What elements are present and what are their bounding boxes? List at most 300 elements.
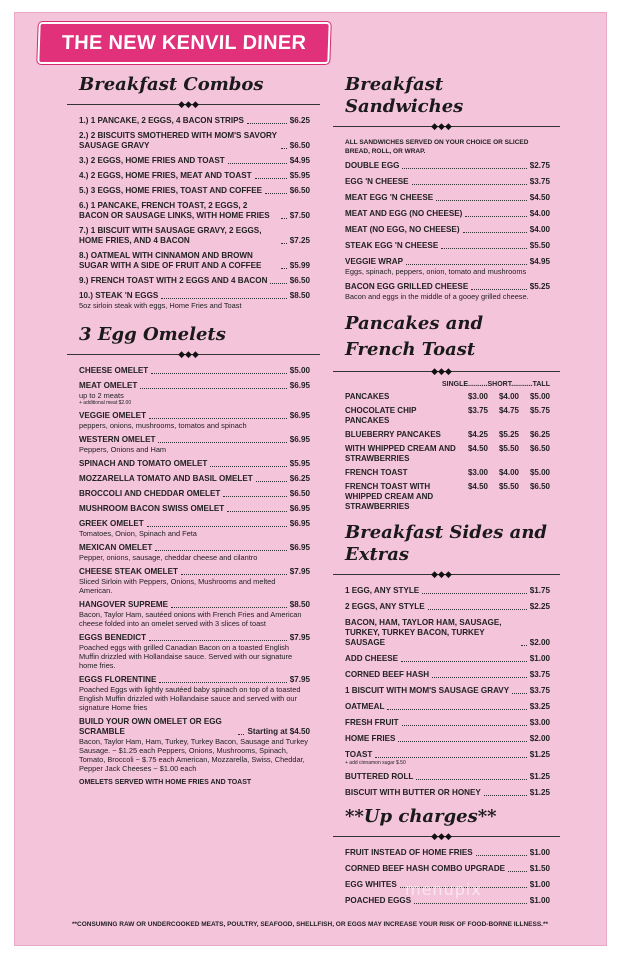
menu-item-line: [79, 171, 310, 181]
dot-leader: [161, 298, 286, 299]
menu-item-name: MEAT EGG 'N CHEESE: [345, 193, 434, 202]
pancakes-list: [345, 392, 550, 512]
divider-ornament: ◆◆◆: [431, 569, 452, 579]
menu-item-price: $7.95: [289, 675, 310, 684]
menu-item-line: [79, 251, 310, 271]
menu-item-price: $6.50: [289, 276, 310, 285]
menu-item-name: SPINACH AND TOMATO OMELET: [79, 459, 208, 468]
menu-item: [79, 186, 310, 196]
menu-item-price: $7.50: [289, 211, 310, 220]
menu-item-price: $5.95: [289, 171, 310, 180]
price-tall: $5.75: [529, 406, 550, 415]
menu-item-price: $5.00: [289, 366, 310, 375]
menu-item-name: BUTTERED ROLL: [345, 772, 414, 781]
breakfast-combos-title: Breakfast Combos: [79, 74, 264, 95]
price-single: $3.00: [467, 468, 488, 477]
menu-item-price: $1.75: [529, 586, 550, 595]
menu-item-price: Starting at $4.50: [247, 727, 310, 736]
sandwiches-list: [345, 161, 550, 301]
menu-item-price: $6.95: [289, 519, 310, 528]
menu-item-price: $5.99: [289, 261, 310, 270]
menu-item-name: WESTERN OMELET: [79, 435, 156, 444]
watermark: menupix: [405, 880, 482, 899]
menu-item-price: $3.00: [529, 718, 550, 727]
menu-item-name: 4.) 2 EGGS, HOME FRIES, MEAT AND TOAST: [79, 171, 252, 180]
menu-item-name: MEAT OMELET: [79, 381, 138, 390]
dot-leader: [227, 511, 286, 512]
menu-item: [79, 291, 310, 310]
section-divider: [333, 365, 550, 377]
menu-item: [345, 772, 550, 782]
menu-item-price: $6.95: [289, 543, 310, 552]
omelets-title: 3 Egg Omelets: [79, 324, 226, 345]
menu-item: [345, 282, 550, 301]
pancake-row: [345, 406, 550, 426]
menu-item-price: $2.25: [529, 602, 550, 611]
menu-item-name: VEGGIE WRAP: [345, 257, 404, 266]
menu-item-name: 10.) STEAK 'N EGGS: [79, 291, 159, 300]
dot-leader: [402, 168, 526, 169]
dot-leader: [476, 855, 527, 856]
menu-item-line: [345, 734, 550, 744]
menu-item: [345, 225, 550, 235]
menu-item-name: MEAT AND EGG (NO CHEESE): [345, 209, 463, 218]
dot-leader: [270, 283, 286, 284]
dot-leader: [238, 734, 244, 735]
menu-item-line: [345, 586, 550, 596]
dot-leader: [281, 218, 287, 219]
menu-item: [345, 193, 550, 203]
menu-item-price: $3.25: [529, 702, 550, 711]
price-short: $5.25: [498, 430, 519, 439]
dot-leader: [521, 645, 527, 646]
menu-item-price: $6.25: [289, 116, 310, 125]
menu-item-name: 7.) 1 BISCUIT WITH SAUSAGE GRAVY, 2 EGGS, HOME FRIES, AND 4 BACON: [79, 226, 262, 245]
pancake-name: WITH WHIPPED CREAM AND STRAWBERRIES: [345, 444, 456, 463]
menu-item-price: $1.00: [529, 880, 550, 889]
menu-item: [345, 618, 550, 648]
dot-leader: [465, 216, 526, 217]
dot-leader: [463, 232, 527, 233]
size-tall: TALL: [532, 381, 550, 388]
menu-item-line: [79, 543, 310, 553]
divider-ornament: ◆◆◆: [431, 121, 452, 131]
menu-item-name: BACON, HAM, TAYLOR HAM, SAUSAGE, TURKEY, TURKEY BACON, TURKEY SAUSAGE: [345, 618, 502, 647]
menu-item: [345, 177, 550, 187]
dot-leader: [508, 871, 527, 872]
size-short: SHORT...........: [487, 381, 533, 388]
pancake-row: [345, 482, 550, 512]
menu-item-name: BISCUIT WITH BUTTER OR HONEY: [345, 788, 481, 797]
menu-item-price: $1.50: [529, 864, 550, 873]
menu-item-line: [79, 156, 310, 166]
dot-leader: [255, 178, 287, 179]
dot-leader: [147, 526, 287, 527]
menu-item-line: [345, 848, 550, 858]
menu-item: [79, 504, 310, 514]
menu-item-description: Bacon and eggs in the middle of a gooey grilled cheese.: [345, 292, 529, 301]
menu-item-name: HANGOVER SUPREME: [79, 600, 169, 609]
price-single: $3.75: [467, 406, 488, 415]
price-single: $4.50: [467, 482, 488, 491]
menu-item-price: $3.75: [529, 670, 550, 679]
menu-item: [79, 116, 310, 126]
menu-item: [79, 156, 310, 166]
dot-leader: [281, 148, 287, 149]
dot-leader: [412, 184, 527, 185]
price-single: $3.00: [467, 392, 488, 401]
menu-item-price: $1.25: [529, 788, 550, 797]
menu-item-name: MEXICAN OMELET: [79, 543, 153, 552]
menu-item-price: $8.50: [289, 600, 310, 609]
right-column: [345, 68, 550, 912]
sandwiches-title: Breakfast Sandwiches: [345, 74, 464, 117]
dot-leader: [416, 779, 526, 780]
menu-item-name: FRESH FRUIT: [345, 718, 399, 727]
menu-item-price: $4.95: [289, 156, 310, 165]
menu-item-price: $6.50: [289, 141, 310, 150]
divider-ornament: ◆◆◆: [178, 99, 199, 109]
menu-item-addon: + add cinnamon sugar $.50: [345, 760, 406, 766]
menu-item-name: BUILD YOUR OWN OMELET OR EGG SCRAMBLE: [79, 717, 222, 736]
menu-item-name: 5.) 3 EGGS, HOME FRIES, TOAST AND COFFEE: [79, 186, 263, 195]
menu-item-name: 3.) 2 EGGS, HOME FRIES AND TOAST: [79, 156, 225, 165]
menu-item: [345, 734, 550, 744]
diner-title: THE NEW KENVIL DINER: [61, 31, 307, 54]
menu-item: [79, 251, 310, 271]
menu-item-line: [79, 519, 310, 529]
menu-item-line: [345, 225, 550, 235]
dot-leader: [228, 163, 287, 164]
menu-item-name: 2 EGGS, ANY STYLE: [345, 602, 425, 611]
price-short: $5.50: [498, 482, 519, 491]
menu-item-line: [345, 161, 550, 171]
menu-item-line: [345, 241, 550, 251]
upcharges-title: **Up charges**: [345, 806, 497, 827]
menu-item: [79, 459, 310, 469]
menu-item-price: $2.00: [529, 734, 550, 743]
menu-item-line: [345, 282, 550, 292]
pancake-row: [345, 444, 550, 464]
price-single: $4.50: [467, 444, 488, 453]
dot-leader: [158, 442, 286, 443]
dot-leader: [281, 243, 287, 244]
menu-item-description: Poached eggs with grilled Canadian Bacon on a toasted English Muffin drizzled with Hollandaise sauce. Served with our signature home fries.: [79, 643, 293, 670]
menu-item-name: HOME FRIES: [345, 734, 396, 743]
menu-item-line: [345, 772, 550, 782]
menu-item-line: [345, 654, 550, 664]
dot-leader: [210, 466, 286, 467]
dot-leader: [149, 640, 287, 641]
menu-item-name: BACON EGG GRILLED CHEESE: [345, 282, 469, 291]
menu-item-name: 9.) FRENCH TOAST WITH 2 EGGS AND 4 BACON: [79, 276, 268, 285]
menu-item-price: $7.95: [289, 567, 310, 576]
menu-item: [345, 750, 550, 766]
menu-item: [345, 670, 550, 680]
price-tall: $6.50: [529, 482, 550, 491]
size-single: SINGLE..........: [441, 381, 488, 388]
menu-item: [79, 366, 310, 376]
menu-item-name: CORNED BEEF HASH COMBO UPGRADE: [345, 864, 506, 873]
menu-item: [79, 567, 310, 595]
menu-item-description: Bacon, Taylor Ham, Ham, Turkey, Turkey Bacon, Sausage and Turkey Sausage. ~ $1.25 each Peppers, Onions, Mushrooms, Spinach, Tomato, Broccoli ~ $.75 each American, Mozzarella, Swiss, Cheddar, Pepper Jack Cheeses ~ $1.00 each: [79, 737, 308, 773]
menu-item-line: [345, 618, 550, 648]
menu-item-name: VEGGIE OMELET: [79, 411, 147, 420]
dot-leader: [375, 757, 526, 758]
menu-item-line: [79, 504, 310, 514]
dot-leader: [140, 388, 286, 389]
menu-item-name: BROCCOLI AND CHEDDAR OMELET: [79, 489, 221, 498]
dot-leader: [171, 607, 287, 608]
menu-item: [79, 411, 310, 430]
menu-item-description: Bacon, Taylor Ham, sautéed onions with French Fries and American cheese folded into an omelet served with 3 slices of toast: [79, 610, 302, 628]
pancake-row: [345, 430, 550, 440]
menu-item-line: [345, 209, 550, 219]
menu-item-price: $1.00: [529, 848, 550, 857]
menu-item-price: $7.25: [289, 236, 310, 245]
menu-item: [79, 226, 310, 246]
menu-item-description: peppers, onions, mushrooms, tomatos and spinach: [79, 421, 247, 430]
menu-item-line: [79, 366, 310, 376]
menu-item-price: $4.00: [529, 225, 550, 234]
menu-item: [79, 717, 310, 773]
menu-item-price: $6.50: [289, 489, 310, 498]
menu-item: [345, 864, 550, 874]
menu-item-price: $8.50: [289, 291, 310, 300]
dot-leader: [402, 725, 527, 726]
dot-leader: [432, 677, 527, 678]
menu-item-line: [345, 718, 550, 728]
menu-item: [79, 201, 310, 221]
menu-item-description: Peppers, Onions and Ham: [79, 445, 167, 454]
menu-item: [79, 675, 310, 712]
menu-item-line: [345, 750, 550, 760]
menu-item-line: [345, 193, 550, 203]
menu-item-price: $5.95: [289, 459, 310, 468]
menu-item-price: $7.95: [289, 633, 310, 642]
menu-item: [345, 161, 550, 171]
menu-item-name: 1 BISCUIT WITH MOM'S SAUSAGE GRAVY: [345, 686, 510, 695]
price-short: $5.50: [498, 444, 519, 453]
menu-item-name: EGG WHITES: [345, 880, 397, 889]
menu-item-name: OATMEAL: [345, 702, 385, 711]
menu-item-price: $1.00: [529, 896, 550, 905]
pancake-row: [345, 392, 550, 402]
sandwiches-note: ALL SANDWICHES SERVED ON YOUR CHOICE OR SLICED BREAD, ROLL, OR WRAP.: [345, 139, 529, 155]
dot-leader: [256, 481, 287, 482]
menu-item-line: [345, 177, 550, 187]
menu-item-name: 1.) 1 PANCAKE, 2 EGGS, 4 BACON STRIPS: [79, 116, 244, 125]
menu-item-line: [79, 717, 310, 737]
menu-item-price: $6.95: [289, 435, 310, 444]
menu-item-price: $3.75: [529, 177, 550, 186]
menu-item: [345, 257, 550, 276]
sides-list: [345, 586, 550, 798]
menu-item-price: $2.75: [529, 161, 550, 170]
footer-disclaimer: **CONSUMING RAW OR UNDERCOOKED MEATS, POULTRY, SEAFOOD, SHELLFISH, OR EGGS MAY INCREASE YOUR RISK OF FOOD-BORNE ILLNESS.**: [71, 921, 549, 928]
section-divider: [333, 568, 550, 580]
menu-item-price: $4.95: [529, 257, 550, 266]
menu-item-price: $6.95: [289, 381, 310, 390]
pancake-name: CHOCOLATE CHIP PANCAKES: [345, 406, 417, 425]
menu-item-line: [79, 567, 310, 577]
menu-item-name: STEAK EGG 'N CHEESE: [345, 241, 439, 250]
menu-item-name: EGGS FLORENTINE: [79, 675, 157, 684]
section-divider: [333, 120, 550, 132]
divider-ornament: ◆◆◆: [178, 349, 199, 359]
menu-item-name: MEAT (NO EGG, NO CHEESE): [345, 225, 460, 234]
menu-item-line: [79, 600, 310, 610]
menu-item-line: [345, 686, 550, 696]
menu-item: [79, 474, 310, 484]
menu-item-line: [79, 435, 310, 445]
menu-item-price: $1.00: [529, 654, 550, 663]
menu-item-line: [345, 602, 550, 612]
menu-item: [345, 241, 550, 251]
menu-item: [79, 519, 310, 538]
menu-item: [79, 276, 310, 286]
menu-item-line: [345, 670, 550, 680]
section-divider: [67, 98, 310, 110]
menu-item: [79, 381, 310, 406]
menu-item-price: $6.95: [289, 411, 310, 420]
omelets-list: [79, 366, 310, 773]
price-tall: $6.50: [529, 444, 550, 453]
menu-item-price: $3.75: [529, 686, 550, 695]
menu-item-price: $4.00: [529, 209, 550, 218]
dot-leader: [471, 289, 527, 290]
menu-item-line: [345, 257, 550, 267]
menu-item-description: Pepper, onions, sausage, cheddar cheese and cilantro: [79, 553, 258, 562]
menu-item-line: [79, 116, 310, 126]
menu-item-name: ADD CHEESE: [345, 654, 399, 663]
menu-item-description: 5oz sirloin steak with eggs, Home Fries and Toast: [79, 301, 242, 310]
menu-item-line: [79, 675, 310, 685]
menu-item-description: Sliced Sirloin with Peppers, Onions, Mushrooms and melted American.: [79, 577, 276, 595]
menu-item-line: [345, 788, 550, 798]
diner-title-banner: [37, 22, 330, 64]
menu-item-name: TOAST: [345, 750, 373, 759]
menu-item: [345, 848, 550, 858]
price-short: $4.00: [498, 468, 519, 477]
dot-leader: [441, 248, 527, 249]
omelets-note: OMELETS SERVED WITH HOME FRIES AND TOAST: [79, 779, 252, 786]
dot-leader: [265, 193, 287, 194]
pancake-size-header: [345, 381, 550, 388]
menu-item: [79, 489, 310, 499]
menu-item: [345, 718, 550, 728]
pancake-row: [345, 468, 550, 478]
menu-item-description: up to 2 meats: [79, 391, 124, 400]
menu-item: [79, 543, 310, 562]
price-tall: $5.00: [529, 468, 550, 477]
menu-item-description: Tomatoes, Onion, Spinach and Feta: [79, 529, 197, 538]
dot-leader: [401, 661, 527, 662]
menu-item-price: $5.25: [529, 282, 550, 291]
left-column: [79, 68, 310, 792]
pancakes-title: Pancakes and French Toast: [345, 313, 484, 360]
menu-item-price: $6.25: [289, 474, 310, 483]
menu-item-description: Eggs, spinach, peppers, onion, tomato and mushrooms: [345, 267, 527, 276]
dot-leader: [155, 550, 286, 551]
dot-leader: [422, 593, 527, 594]
price-short: $4.75: [498, 406, 519, 415]
menu-item: [345, 788, 550, 798]
section-divider: [67, 348, 310, 360]
menu-item-price: $1.25: [529, 772, 550, 781]
menu-item-line: [345, 864, 550, 874]
dot-leader: [247, 123, 287, 124]
menu-item-name: 8.) OATMEAL WITH CINNAMON AND BROWN SUGAR WITH A SIDE OF FRUIT AND A COFFEE: [79, 251, 262, 270]
menu-item-name: 2.) 2 BISCUITS SMOTHERED WITH MOM'S SAVORY SAUSAGE GRAVY: [79, 131, 277, 150]
pancake-name: FRENCH TOAST WITH WHIPPED CREAM AND STRAWBERRIES: [345, 482, 434, 511]
menu-item: [79, 131, 310, 151]
menu-item-line: [79, 226, 310, 246]
dot-leader: [436, 200, 527, 201]
dot-leader: [398, 741, 526, 742]
price-tall: $6.25: [529, 430, 550, 439]
menu-item-price: $1.25: [529, 750, 550, 759]
dot-leader: [406, 264, 527, 265]
menu-item-name: EGGS BENEDICT: [79, 633, 147, 642]
menu-item-name: EGG 'N CHEESE: [345, 177, 409, 186]
menu-item-line: [79, 489, 310, 499]
menu-item-name: 1 EGG, ANY STYLE: [345, 586, 420, 595]
price-short: $4.00: [498, 392, 519, 401]
menu-item-line: [79, 381, 310, 391]
menu-item-line: [79, 276, 310, 286]
menu-item: [345, 702, 550, 712]
price-tall: $5.00: [529, 392, 550, 401]
dot-leader: [181, 574, 287, 575]
menu-item-name: 6.) 1 PANCAKE, FRENCH TOAST, 2 EGGS, 2 BACON OR SAUSAGE LINKS, WITH HOME FRIES: [79, 201, 270, 220]
menu-item-name: FRUIT INSTEAD OF HOME FRIES: [345, 848, 473, 857]
sides-title: Breakfast Sides and Extras: [345, 522, 548, 565]
dot-leader: [149, 418, 287, 419]
menu-item-price: $4.50: [529, 193, 550, 202]
menu-item-price: $5.50: [529, 241, 550, 250]
pancake-name: BLUEBERRY PANCAKES: [345, 430, 441, 439]
menu-item-name: CHEESE STEAK OMELET: [79, 567, 178, 576]
menu-item-name: GREEK OMELET: [79, 519, 144, 528]
pancake-name: FRENCH TOAST: [345, 468, 408, 477]
menu-item-name: CORNED BEEF HASH: [345, 670, 430, 679]
menu-item-description: Poached Eggs with lightly sautéed baby spinach on top of a toasted English Muffin drizzled with Hollandaise sauce and served with our signature Home fries: [79, 685, 301, 712]
dot-leader: [387, 709, 526, 710]
menu-item-line: [79, 411, 310, 421]
menu-item: [79, 633, 310, 670]
menu-item-name: MUSHROOM BACON SWISS OMELET: [79, 504, 225, 513]
price-single: $4.25: [467, 430, 488, 439]
menu-item-price: $6.95: [289, 504, 310, 513]
menu-item: [345, 586, 550, 596]
menu-item-name: CHEESE OMELET: [79, 366, 149, 375]
section-divider: [333, 830, 550, 842]
menu-item-line: [79, 186, 310, 196]
menu-item-name: POACHED EGGS: [345, 896, 412, 905]
dot-leader: [428, 609, 527, 610]
dot-leader: [159, 682, 286, 683]
menu-item-line: [79, 131, 310, 151]
menu-item-name: MOZZARELLA TOMATO AND BASIL OMELET: [79, 474, 253, 483]
breakfast-combos-list: [79, 116, 310, 310]
menu-item-line: [79, 201, 310, 221]
menu-item-name: DOUBLE EGG: [345, 161, 400, 170]
dot-leader: [151, 373, 286, 374]
menu-item: [345, 686, 550, 696]
dot-leader: [281, 268, 287, 269]
menu-item: [79, 600, 310, 628]
